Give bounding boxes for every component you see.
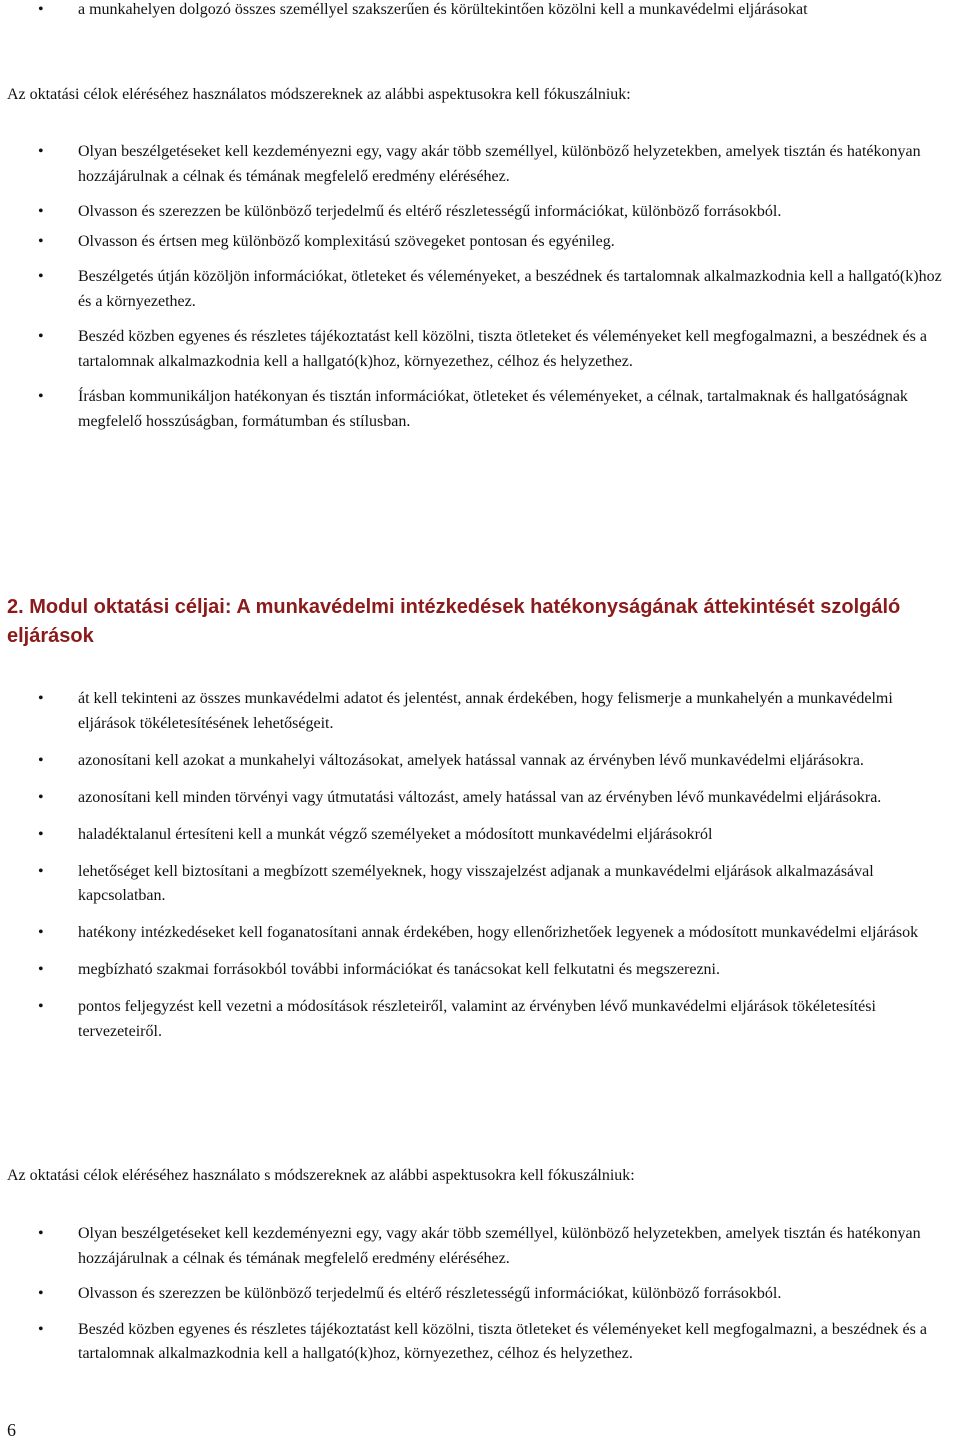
list-item: • Írásban kommunikáljon hatékonyan és tisztán információkat, ötleteket és véleményeket, a célnak, tartalmaknak és hallgatóságnak megfelelő hosszúságban, formátumban és stílusban. [0, 385, 960, 434]
intro-paragraph-2: Az oktatási célok eléréséhez használato s módszereknek az alábbi aspektusokra kell fókuszálniuk: [7, 1167, 635, 1184]
list-item: • át kell tekinteni az összes munkavédelmi adatot és jelentést, annak érdekében, hogy felismerje a munkahelyén a munkavédelmi eljárások tökéletesítésének lehetőségeit. [0, 687, 960, 736]
list-item: • a munkahelyen dolgozó összes személlyel szakszerűen és körültekintően közölni kell a munkavédelmi eljárásokat [0, 0, 960, 23]
top-bullet-list [0, 0, 960, 23]
list-item: • Beszéd közben egyenes és részletes tájékoztatást kell közölni, tiszta ötleteket és véleményeket kell megfogalmazni, a beszédnek és a tartalomnak alkalmazkodnia kell a hallgató(k)hoz, környezethez, célhoz és helyzethez. [0, 325, 960, 374]
list-item: • Olvasson és szerezzen be különböző terjedelmű és eltérő részletességű információkat, különböző forrásokból. [0, 1282, 960, 1307]
aspects-list-2 [0, 1222, 960, 1378]
page-number: 6 [7, 1420, 16, 1440]
list-item: • Olyan beszélgetéseket kell kezdeményezni egy, vagy akár több személlyel, különböző helyzetekben, amelyek tisztán és hatékonyan hozzájárulnak a célnak és témának megfelelő eredmény eléréséhez. [0, 1222, 960, 1271]
module-goals-list [0, 687, 960, 1057]
list-item: • hatékony intézkedéseket kell foganatosítani annak érdekében, hogy ellenőrizhetőek legyenek a módosított munkavédelmi eljárások [0, 921, 960, 946]
list-item: • pontos feljegyzést kell vezetni a módosítások részleteiről, valamint az érvényben lévő munkavédelmi eljárások tökéletesítési tervezeteiről. [0, 995, 960, 1044]
list-item: • azonosítani kell azokat a munkahelyi változásokat, amelyek hatással vannak az érvényben lévő munkavédelmi eljárásokra. [0, 749, 960, 774]
list-item: • Olvasson és szerezzen be különböző terjedelmű és eltérő részletességű információkat, különböző forrásokból. [0, 200, 960, 225]
list-item: • Olyan beszélgetéseket kell kezdeményezni egy, vagy akár több személlyel, különböző helyzetekben, amelyek tisztán és hatékonyan hozzájárulnak a célnak és témának megfelelő eredmény eléréséhez. [0, 140, 960, 189]
list-item: • Beszélgetés útján közöljön információkat, ötleteket és véleményeket, a beszédnek és tartalomnak alkalmazkodnia kell a hallgató(k)hoz és a környezethez. [0, 265, 960, 314]
list-item: • haladéktalanul értesíteni kell a munkát végző személyeket a módosított munkavédelmi eljárásokról [0, 823, 960, 848]
list-item: • azonosítani kell minden törvényi vagy útmutatási változást, amely hatással van az érvényben lévő munkavédelmi eljárásokra. [0, 786, 960, 811]
list-item: • Olvasson és értsen meg különböző komplexitású szövegeket pontosan és egyénileg. [0, 230, 960, 255]
list-item: • Beszéd közben egyenes és részletes tájékoztatást kell közölni, tiszta ötleteket és véleményeket kell megfogalmazni, a beszédnek és a tartalomnak alkalmazkodnia kell a hallgató(k)hoz, környezethez, célhoz és helyzethez. [0, 1318, 960, 1367]
module-heading: 2. Modul oktatási céljai: A munkavédelmi intézkedések hatékonyságának áttekintését szolgáló eljárások [7, 596, 901, 647]
aspects-list-1 [0, 140, 960, 445]
list-item: • lehetőséget kell biztosítani a megbízott személyeknek, hogy visszajelzést adjanak a munkavédelmi eljárások alkalmazásával kapcsolatban. [0, 860, 960, 909]
list-item: • megbízható szakmai forrásokból további információkat és tanácsokat kell felkutatni és megszerezni. [0, 958, 960, 983]
intro-paragraph-1: Az oktatási célok eléréséhez használatos módszereknek az alábbi aspektusokra kell fókuszálniuk: [7, 86, 631, 103]
